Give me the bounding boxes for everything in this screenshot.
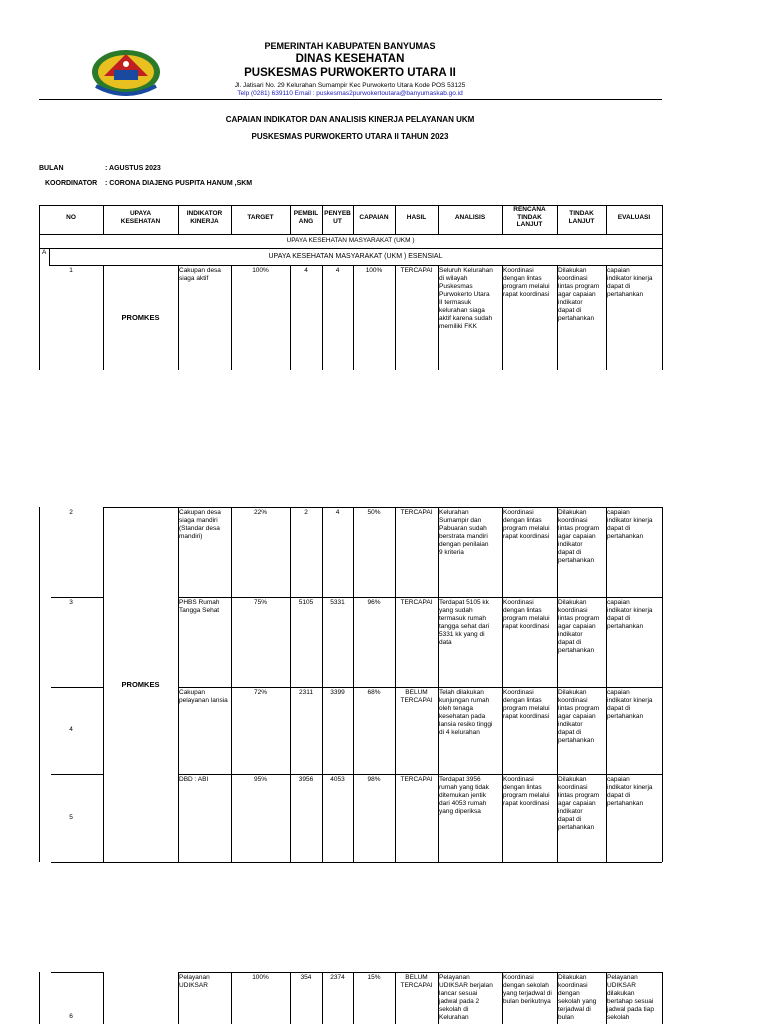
cell-capaian: 96%	[367, 599, 381, 606]
grid-line	[662, 234, 663, 248]
cell-target: 100%	[252, 267, 269, 274]
group-label-promkes: PROMKES	[121, 313, 160, 322]
grid-line	[178, 597, 662, 598]
department-name: DINAS KESEHATAN	[295, 53, 405, 65]
header-upaya: UPAYA KESEHATAN	[120, 210, 161, 225]
cell-pembilang: 4	[304, 267, 308, 274]
cell-analisis: Pelayanan UDIKSAR berjalan lancar sesuai jadwal pada 2 sekolah di Kelurahan	[439, 974, 493, 1021]
grid-line	[395, 265, 396, 370]
grid-line	[178, 972, 662, 973]
cell-analisis: Kelurahan Sumampir dan Pabuaran sudah berstrata mandiri dengan penilaian 9 kriteria	[439, 509, 489, 556]
cell-tindak: Dilakukan koordinasi lintas program agar capaian indikator dapat di pertahankan	[558, 509, 600, 564]
cell-rencana: Koordinasi dengan lintas program melalui rapat koordinasi	[503, 689, 550, 720]
grid-line	[231, 265, 232, 370]
cell-analisis: Seluruh Kelurahan di wilayah Puskesmas Purwokerto Utara II termasuk kelurahan siaga aktif karena sudah memiliki FKK	[439, 267, 493, 330]
header-penyebut: PENYEB UT	[324, 210, 351, 225]
cell-no: 3	[69, 599, 73, 606]
cell-pembilang: 3956	[298, 776, 314, 783]
cell-capaian: 68%	[367, 689, 381, 696]
grid-line	[662, 507, 663, 862]
header-rencana: RENCANA TINDAK LANJUT	[513, 206, 546, 228]
grid-line	[178, 774, 662, 775]
subsection-title: UPAYA KESEHATAN MASYARAKAT (UKM ) ESENSIAL	[268, 253, 443, 260]
header-capaian: CAPAIAN	[359, 214, 389, 221]
cell-capaian: 15%	[367, 974, 381, 981]
cell-indikator: Pelayanan UDIKSAR	[179, 974, 210, 989]
cell-hasil: TERCAPAI	[400, 267, 433, 274]
cell-no: 5	[69, 814, 73, 821]
grid-line	[39, 265, 40, 370]
grid-line	[662, 972, 663, 1024]
cell-capaian: 100%	[365, 267, 383, 274]
cell-evaluasi: capaian indikator kinerja dapat di pertahankan	[607, 509, 653, 540]
month-value: : AGUSTUS 2023	[105, 165, 161, 172]
grid-line	[662, 205, 663, 235]
cell-target: 100%	[252, 974, 269, 981]
grid-line	[662, 248, 663, 265]
grid-line	[353, 507, 354, 862]
grid-line	[39, 507, 40, 862]
cell-hasil: TERCAPAI	[400, 776, 433, 783]
grid-line	[231, 507, 232, 862]
letterhead-divider	[39, 99, 662, 100]
header-hasil: HASIL	[406, 214, 427, 221]
cell-penyebut: 3399	[330, 689, 345, 696]
cell-tindak: Dilakukan koordinasi lintas program agar capaian indikator dapat di pertahankan	[558, 776, 600, 831]
grid-line	[502, 507, 503, 862]
cell-pembilang: 2311	[299, 689, 313, 696]
cell-penyebut: 4	[335, 509, 340, 516]
address: Jl. Jatisari No. 29 Kelurahan Sumampir Kec Purwokerto Utara Kode POS 53125	[234, 82, 466, 89]
cell-evaluasi: capaian indikator kinerja dapat di pertahankan	[607, 267, 653, 298]
cell-rencana: Koordinasi dengan lintas program melalui rapat koordinasi	[503, 599, 550, 630]
cell-penyebut: 5331	[330, 599, 345, 606]
grid-line	[290, 265, 291, 370]
grid-line	[290, 507, 291, 862]
grid-line	[39, 234, 662, 235]
cell-target: 75%	[253, 599, 267, 606]
cell-capaian: 98%	[367, 776, 381, 783]
cell-rencana: Koordinasi dengan lintas program melalui rapat koordinasi	[503, 776, 550, 807]
grid-line	[51, 972, 103, 973]
cell-pembilang: 5105	[298, 599, 314, 606]
grid-line	[39, 248, 662, 249]
cell-rencana: Koordinasi dengan sekolah yang terjadwal di bulan berikutnya	[503, 974, 552, 1005]
cell-indikator: Cakupan desa siaga mandiri (Standar desa mandiri)	[179, 509, 221, 540]
grid-line	[322, 265, 323, 370]
government-name: PEMERINTAH KABUPATEN BANYUMAS	[264, 41, 436, 51]
puskesmas-name: PUSKESMAS PURWOKERTO UTARA II	[244, 67, 456, 79]
grid-line	[178, 687, 662, 688]
month-label: BULAN	[39, 165, 64, 172]
cell-analisis: Terdapat 5105 kk yang sudah termasuk rumah tangga sehat dari 5331 kk yang di data	[439, 599, 490, 646]
cell-no: 2	[69, 509, 73, 516]
cell-tindak: Dilakukan koordinasi dengan sekolah yang terjadwal di bulan	[558, 974, 597, 1021]
report-subtitle: PUSKESMAS PURWOKERTO UTARA II TAHUN 2023	[251, 132, 449, 141]
header-evaluasi: EVALUASI	[617, 214, 651, 221]
cell-target: 95%	[253, 776, 267, 783]
group-label-promkes: PROMKES	[121, 680, 160, 689]
cell-tindak: Dilakukan koordinasi lintas program agar capaian indikator dapat di pertahankan	[558, 599, 600, 654]
cell-evaluasi: capaian indikator kinerja dapat di pertahankan	[607, 689, 653, 720]
grid-line	[103, 507, 178, 508]
cell-no: 4	[69, 726, 73, 733]
header-analisis: ANALISIS	[454, 214, 486, 221]
coordinator-value: : CORONA DIAJENG PUSPITA HANUM ,SKM	[105, 180, 253, 187]
header-indikator: INDIKATOR KINERJA	[186, 210, 223, 225]
cell-penyebut: 4053	[330, 776, 345, 783]
grid-line	[51, 687, 103, 688]
cell-hasil: BELUM TERCAPAI	[400, 974, 433, 989]
cell-evaluasi: capaian indikator kinerja dapat di pertahankan	[607, 776, 653, 807]
cell-penyebut: 4	[335, 267, 340, 274]
cell-no: 6	[69, 1013, 73, 1020]
contact-link[interactable]: Telp (0281) 639110 Email : puskesmas2purwokertoutara@banyumaskab.go.id	[237, 90, 463, 97]
cell-hasil: BELUM TERCAPAI	[400, 689, 433, 704]
cell-pembilang: 354	[300, 974, 312, 981]
cell-evaluasi: capaian indikator kinerja dapat di pertahankan	[607, 599, 653, 630]
cell-analisis: Telah dilakukan kunjungan rumah oleh tenaga kesehatan pada lansia resiko tinggi di 4 kelurahan	[439, 689, 493, 736]
cell-pembilang: 2	[304, 509, 308, 516]
grid-line	[395, 507, 396, 862]
cell-analisis: Terdapat 3956 rumah yang tidak ditemukan jentik dari 4053 rumah yang diperiksa	[439, 776, 489, 815]
cell-indikator: DBD : ABI	[179, 776, 209, 783]
grid-line	[322, 507, 323, 862]
header-no: NO	[66, 214, 76, 221]
cell-rencana: Koordinasi dengan lintas program melalui rapat koordinasi	[503, 267, 550, 298]
grid-line	[178, 507, 179, 862]
grid-line	[606, 507, 607, 862]
grid-line	[49, 265, 662, 266]
cell-target: 72%	[253, 689, 267, 696]
grid-line	[39, 205, 662, 206]
report-title: CAPAIAN INDIKATOR DAN ANALISIS KINERJA PELAYANAN UKM	[225, 115, 475, 124]
cell-tindak: Dilakukan koordinasi lintas program agar capaian indikator dapat di pertahankan	[558, 689, 600, 744]
cell-rencana: Koordinasi dengan lintas program melalui rapat koordinasi	[503, 509, 550, 540]
cell-penyebut: 2374	[330, 974, 345, 981]
header-pembilang: PEMBIL ANG	[293, 210, 319, 225]
grid-line	[178, 507, 662, 508]
grid-line	[662, 265, 663, 370]
cell-indikator: PHBS Rumah Tangga Sehat	[179, 599, 220, 614]
cell-hasil: TERCAPAI	[400, 509, 433, 516]
grid-line	[51, 597, 103, 598]
cell-indikator: Cakupan pelayanan lansia	[179, 689, 228, 704]
grid-line	[52, 862, 662, 863]
grid-line	[103, 972, 104, 1024]
cell-target: 22%	[253, 509, 267, 516]
grid-line	[51, 774, 103, 775]
cell-tindak: Dilakukan koordinasi lintas program agar capaian indikator dapat di pertahankan	[558, 267, 600, 322]
cell-indikator: Cakupan desa siaga aktif	[179, 267, 221, 282]
coordinator-label: KOORDINATOR	[45, 180, 98, 187]
grid-line	[353, 265, 354, 370]
cell-capaian: 50%	[367, 509, 381, 516]
cell-evaluasi: Pelayanan UDIKSAR dilakukan bertahap sesuai jadwal pada tiap sekolah	[607, 974, 654, 1021]
section-title: UPAYA KESEHATAN MASYARAKAT (UKM )	[286, 237, 415, 244]
header-target: TARGET	[247, 214, 274, 221]
cell-no: 1	[69, 267, 73, 274]
header-tindak: TINDAK LANJUT	[568, 210, 595, 225]
cell-hasil: TERCAPAI	[400, 599, 433, 606]
subsection-letter: A	[42, 249, 47, 256]
